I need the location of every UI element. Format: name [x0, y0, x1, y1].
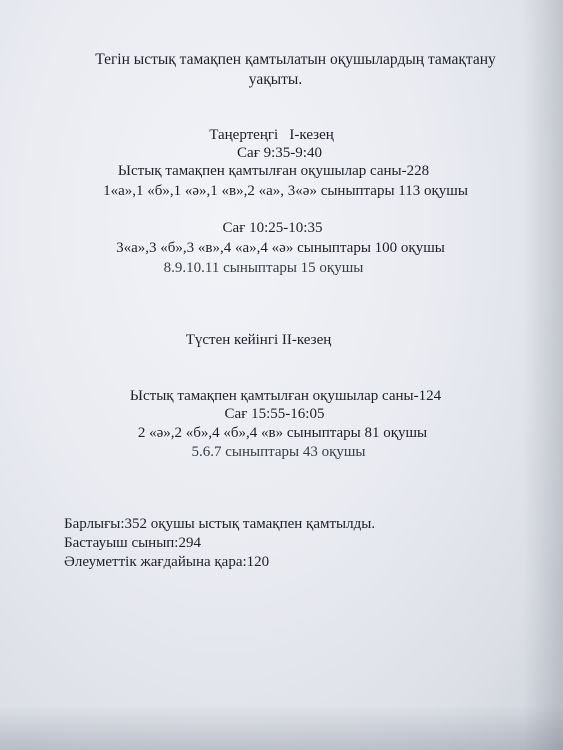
summary-total: Барлығы:352 оқушы ыстық тамақпен қамтылды.: [64, 516, 376, 532]
morning-time1: Сағ 9:35-9:40: [237, 145, 322, 161]
morning-time2: Сағ 10:25-10:35: [222, 220, 323, 236]
afternoon-heading: Түстен кейінгі ІІ-кезең: [185, 332, 332, 348]
morning-heading: Таңертеңгі І-кезең: [209, 127, 334, 143]
summary-primary: Бастауыш сынып:294: [64, 535, 201, 551]
afternoon-time: Сағ 15:55-16:05: [224, 406, 325, 422]
page-edge-shadow: [523, 0, 563, 750]
morning-classes2: 3«а»,3 «б»,3 «в»,4 «а»,4 «ә» сыныптары 100 оқушы: [116, 240, 445, 256]
document-title-line1: Тегін ыстық тамақпен қамтылатын оқушылардың тамақтану: [95, 51, 496, 68]
morning-count: Ыстық тамақпен қамтылған оқушылар саны-228: [117, 163, 430, 179]
summary-social: Әлеуметтік жағдайына қара:120: [64, 554, 270, 570]
afternoon-classes1: 2 «ә»,2 «б»,4 «б»,4 «в» сыныптары 81 оқушы: [137, 425, 428, 441]
morning-classes1: 1«а»,1 «б»,1 «ә»,1 «в»,2 «а», 3«ә» сыныптары 113 оқушы: [103, 183, 468, 199]
document-title-line2: уақыты.: [248, 71, 303, 88]
afternoon-classes2: 5.6.7 сыныптары 43 оқушы: [191, 444, 366, 460]
morning-classes3: 8.9.10.11 сыныптары 15 оқушы: [163, 260, 364, 276]
page-bottom-shadow: [0, 705, 563, 750]
afternoon-count: Ыстық тамақпен қамтылған оқушылар саны-124: [129, 388, 442, 404]
